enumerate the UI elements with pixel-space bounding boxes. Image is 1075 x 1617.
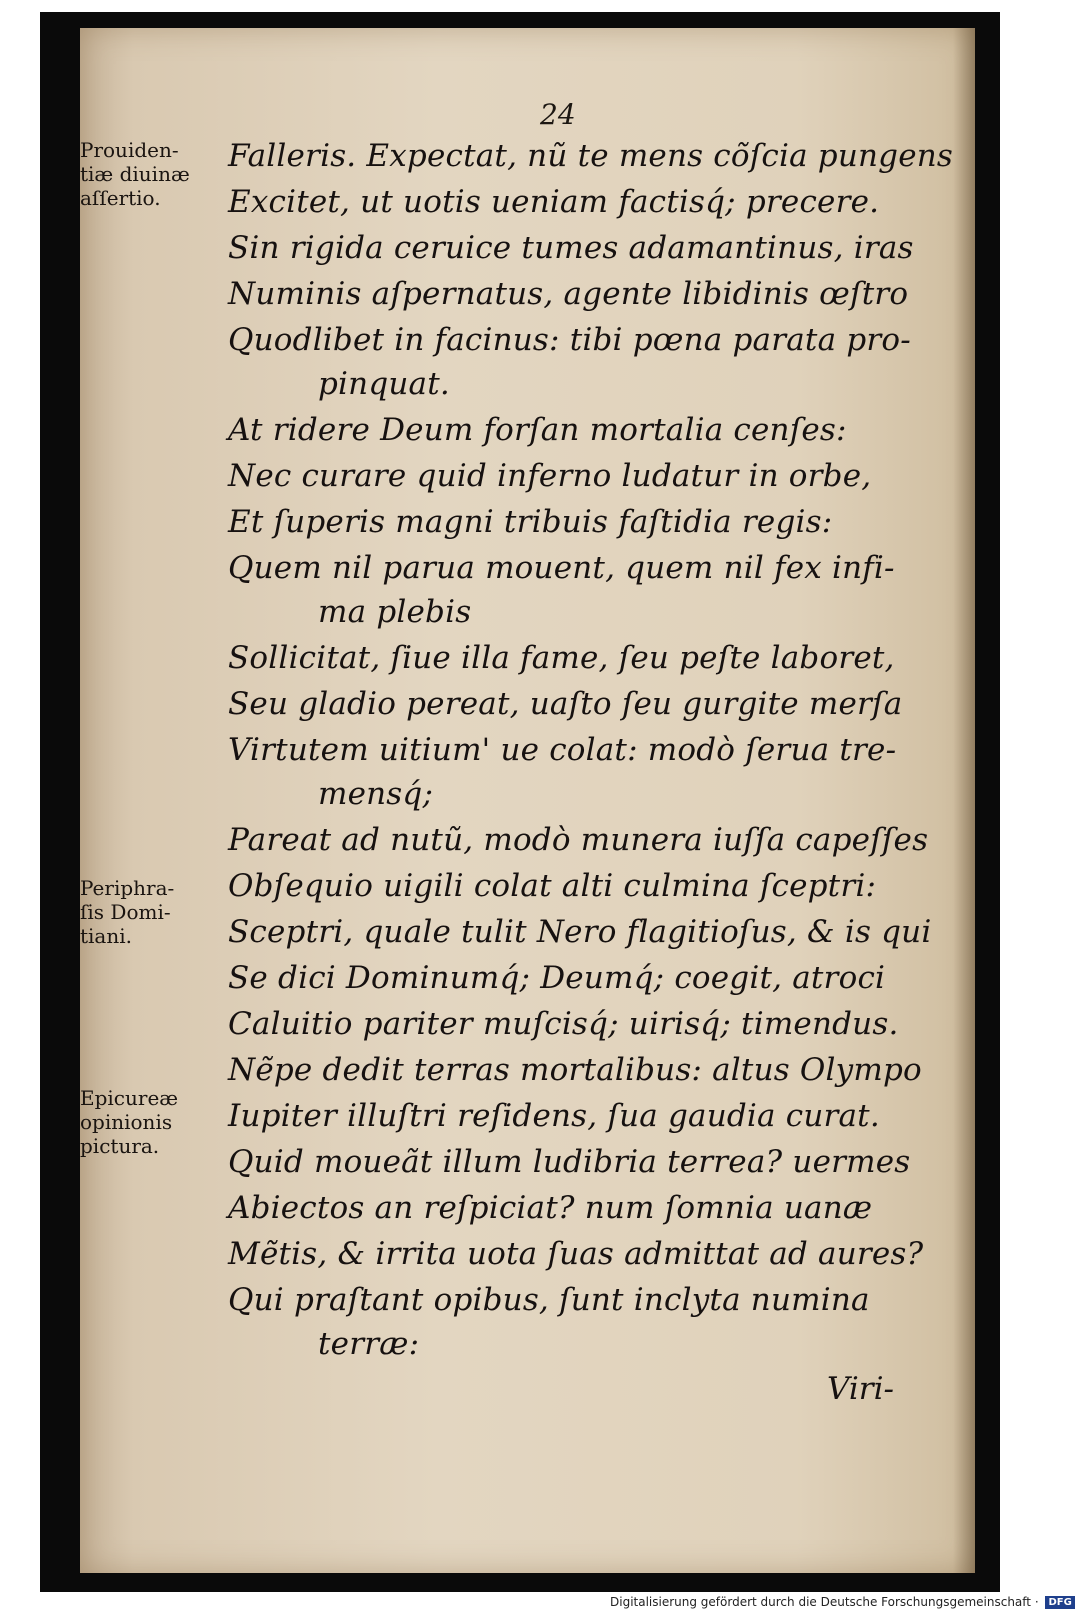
verse-line: Sollicitat, ſiue illa fame, ſeu peſte laboret,	[228, 640, 895, 676]
verse-line: Excitet, ut uotis ueniam factisq́; precere.	[228, 184, 880, 220]
verse-line: Quodlibet in facinus: tibi pœna parata pro-	[228, 322, 911, 358]
margin-note-line: Prouiden-	[80, 138, 179, 162]
verse-line-continuation: pinquat.	[318, 366, 450, 402]
verse-line: Pareat ad nutũ, modò munera iuſſa capeſſes	[228, 822, 929, 858]
verse-line: Mẽtis, & irrita uota ſuas admittat ad aures?	[228, 1236, 924, 1272]
verse-line: Virtutem uitium' ue colat: modò ſerua tre-	[228, 732, 897, 768]
verse-line: Quem nil parua mouent, quem nil fex infi-	[228, 550, 895, 586]
margin-note-line: tiæ diuinæ	[80, 162, 190, 186]
catchword: Viri-	[827, 1371, 894, 1407]
verse-line: At ridere Deum forſan mortalia cenſes:	[228, 412, 847, 448]
verse-line: Iupiter illuſtri reſidens, ſua gaudia curat.	[228, 1098, 880, 1134]
verse-line: Se dici Dominumq́; Deumq́; coegit, atroci	[228, 960, 886, 996]
margin-note-providentia	[80, 138, 220, 210]
footer-text: Digitalisierung gefördert durch die Deutsche Forschungsgemeinschaft	[610, 1595, 1032, 1609]
verse-line: Nec curare quid inferno ludatur in orbe,	[228, 458, 872, 494]
margin-note-line: pictura.	[80, 1134, 160, 1158]
verse-line: Numinis aſpernatus, agente libidinis œſtro	[228, 276, 909, 312]
margin-note-line: aſſertio.	[80, 186, 161, 210]
verse-line-continuation: terræ:	[318, 1326, 420, 1362]
verse-line: Quid moueãt illum ludibria terrea? uermes	[228, 1144, 911, 1180]
margin-note-periphrasis	[80, 876, 220, 948]
margin-note-line: ſis Domi-	[80, 900, 171, 924]
digitization-footer: Digitalisierung gefördert durch die Deutsche Forschungsgemeinschaft · DFG	[610, 1595, 998, 1615]
verse-line: Qui praſtant opibus, ſunt inclyta numina	[228, 1282, 870, 1318]
margin-note-line: opinionis	[80, 1110, 173, 1134]
dfg-logo-icon: DFG	[1045, 1596, 1074, 1609]
margin-note-line: Periphra-	[80, 876, 175, 900]
verse-line: Falleris. Expectat, nũ te mens cõſcia pungens	[228, 138, 954, 174]
verse-line: Sceptri, quale tulit Nero flagitioſus, & is qui	[228, 914, 932, 950]
verse-line-continuation: ma plebis	[318, 594, 472, 630]
verse-line: Et ſuperis magni tribuis faſtidia regis:	[228, 504, 833, 540]
verse-line: Abiectos an reſpiciat? num ſomnia uanæ	[228, 1190, 873, 1226]
verse-line: Nẽpe dedit terras mortalibus: altus Olympo	[228, 1052, 922, 1088]
page-number: 24	[540, 98, 576, 131]
verse-line-continuation: mensq́;	[318, 776, 434, 812]
verse-line: Caluitio pariter muſcisq́; uirisq́; timendus.	[228, 1006, 899, 1042]
margin-note-line: tiani.	[80, 924, 132, 948]
margin-note-epicureae	[80, 1086, 220, 1158]
margin-note-line: Epicureæ	[80, 1086, 179, 1110]
book-page	[80, 28, 975, 1573]
verse-line: Seu gladio pereat, uaſto ſeu gurgite merſa	[228, 686, 903, 722]
verse-line: Sin rigida ceruice tumes adamantinus, iras	[228, 230, 914, 266]
verse-line: Obſequio uigili colat alti culmina ſceptri:	[228, 868, 877, 904]
